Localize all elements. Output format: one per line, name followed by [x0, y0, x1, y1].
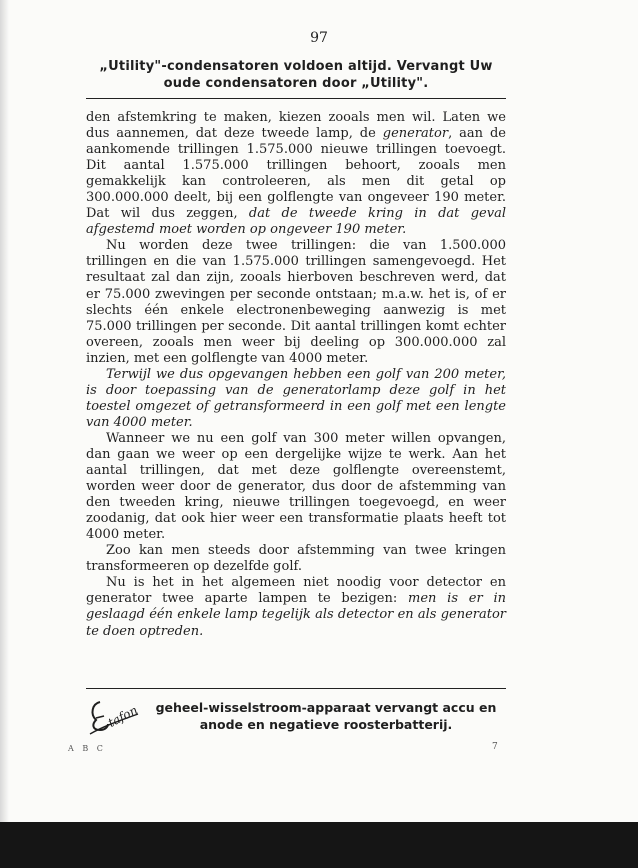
- advertisement-line-2: anode en negatieve roosterbatterij.: [199, 717, 453, 732]
- paragraph-4: Wanneer we nu een golf van 300 meter willen opvangen, dan gaan we weer op een dergelijke wijze te werk. Aan het aantal trillingen, dat met deze golflengte overeenstemt, worden weer door de generator, dus door de afstemming van den tweeden kring, nieuwe trillingen toegevoegd, en weer zoodanig, dat ook hier weer een transformatie plaats heeft tot 4000 meter.: [86, 430, 506, 543]
- page-number: 97: [310, 30, 328, 46]
- advertisement-header: [86, 58, 506, 92]
- signature-number: 7: [492, 742, 498, 752]
- page-edge-shadow: [0, 0, 9, 868]
- header-line-2: oude condensatoren door „Utility".: [163, 76, 429, 91]
- etafon-logo-icon: [86, 696, 142, 736]
- paragraph-6: Nu is het in het algemeen niet noodig voor detector en generator twee aparte lampen te bezigen: men is er in geslaagd één enkele lamp tegelijk als detector en als generator te doen optreden.: [86, 575, 506, 639]
- paragraph-3: Terwijl we dus opgevangen hebben een golf van 200 meter, is door toepassing van de generatorlamp deze golf in het toestel omgezet of getransformeerd in een golf met een lengte van 4000 meter.: [86, 366, 506, 430]
- paragraph-2: Nu worden deze twee trillingen: die van 1.500.000 trillingen en die van 1.575.000 trillingen samengevoegd. Het resultaat zal dan zijn, zooals hierboven beschreven werd, dat er 75.000 zwevingen per seconde ontstaan; m.a.w. het is, of er slechts één enkele electronenbeweging aanwezig is met 75.000 trillingen per seconde. Dit aantal trillingen komt echter overeen, zooals men weer bij deeling op 300.000.000 zal inzien, met een golflengte van 4000 meter.: [86, 238, 506, 366]
- paragraph-5: Zoo kan men steeds door afstemming van twee kringen transformeeren op dezelfde golf.: [86, 543, 506, 575]
- advertisement-rule: [86, 688, 506, 689]
- header-line-1: „Utility"-condensatoren voldoen altijd. Vervangt Uw: [99, 59, 493, 74]
- advertisement-box: [86, 694, 506, 738]
- signature-mark: A B C: [68, 744, 106, 753]
- advertisement-line-1: geheel-wisselstroom-apparaat vervangt accu en: [155, 700, 497, 715]
- body-text: [86, 110, 506, 640]
- scan-bottom-band: [0, 822, 638, 868]
- svg-text:tafon: tafon: [105, 702, 140, 730]
- advertisement-text: [146, 699, 506, 733]
- paragraph-1: den afstemkring te maken, kiezen zooals men wil. Laten we dus aannemen, dat deze tweede lamp, de generator, aan de aankomende trillingen 1.575.000 nieuwe trillingen toevoegt. Dit aantal 1.575.000 trillingen behoort, zooals men gemakkelijk kan controleeren, als men dit getal op 300.000.000 deelt, bij een golflengte van ongeveer 190 meter. Dat wil dus zeggen, dat de tweede kring in dat geval afgestemd moet worden op ongeveer 190 meter.: [86, 110, 507, 238]
- header-rule: [86, 98, 506, 99]
